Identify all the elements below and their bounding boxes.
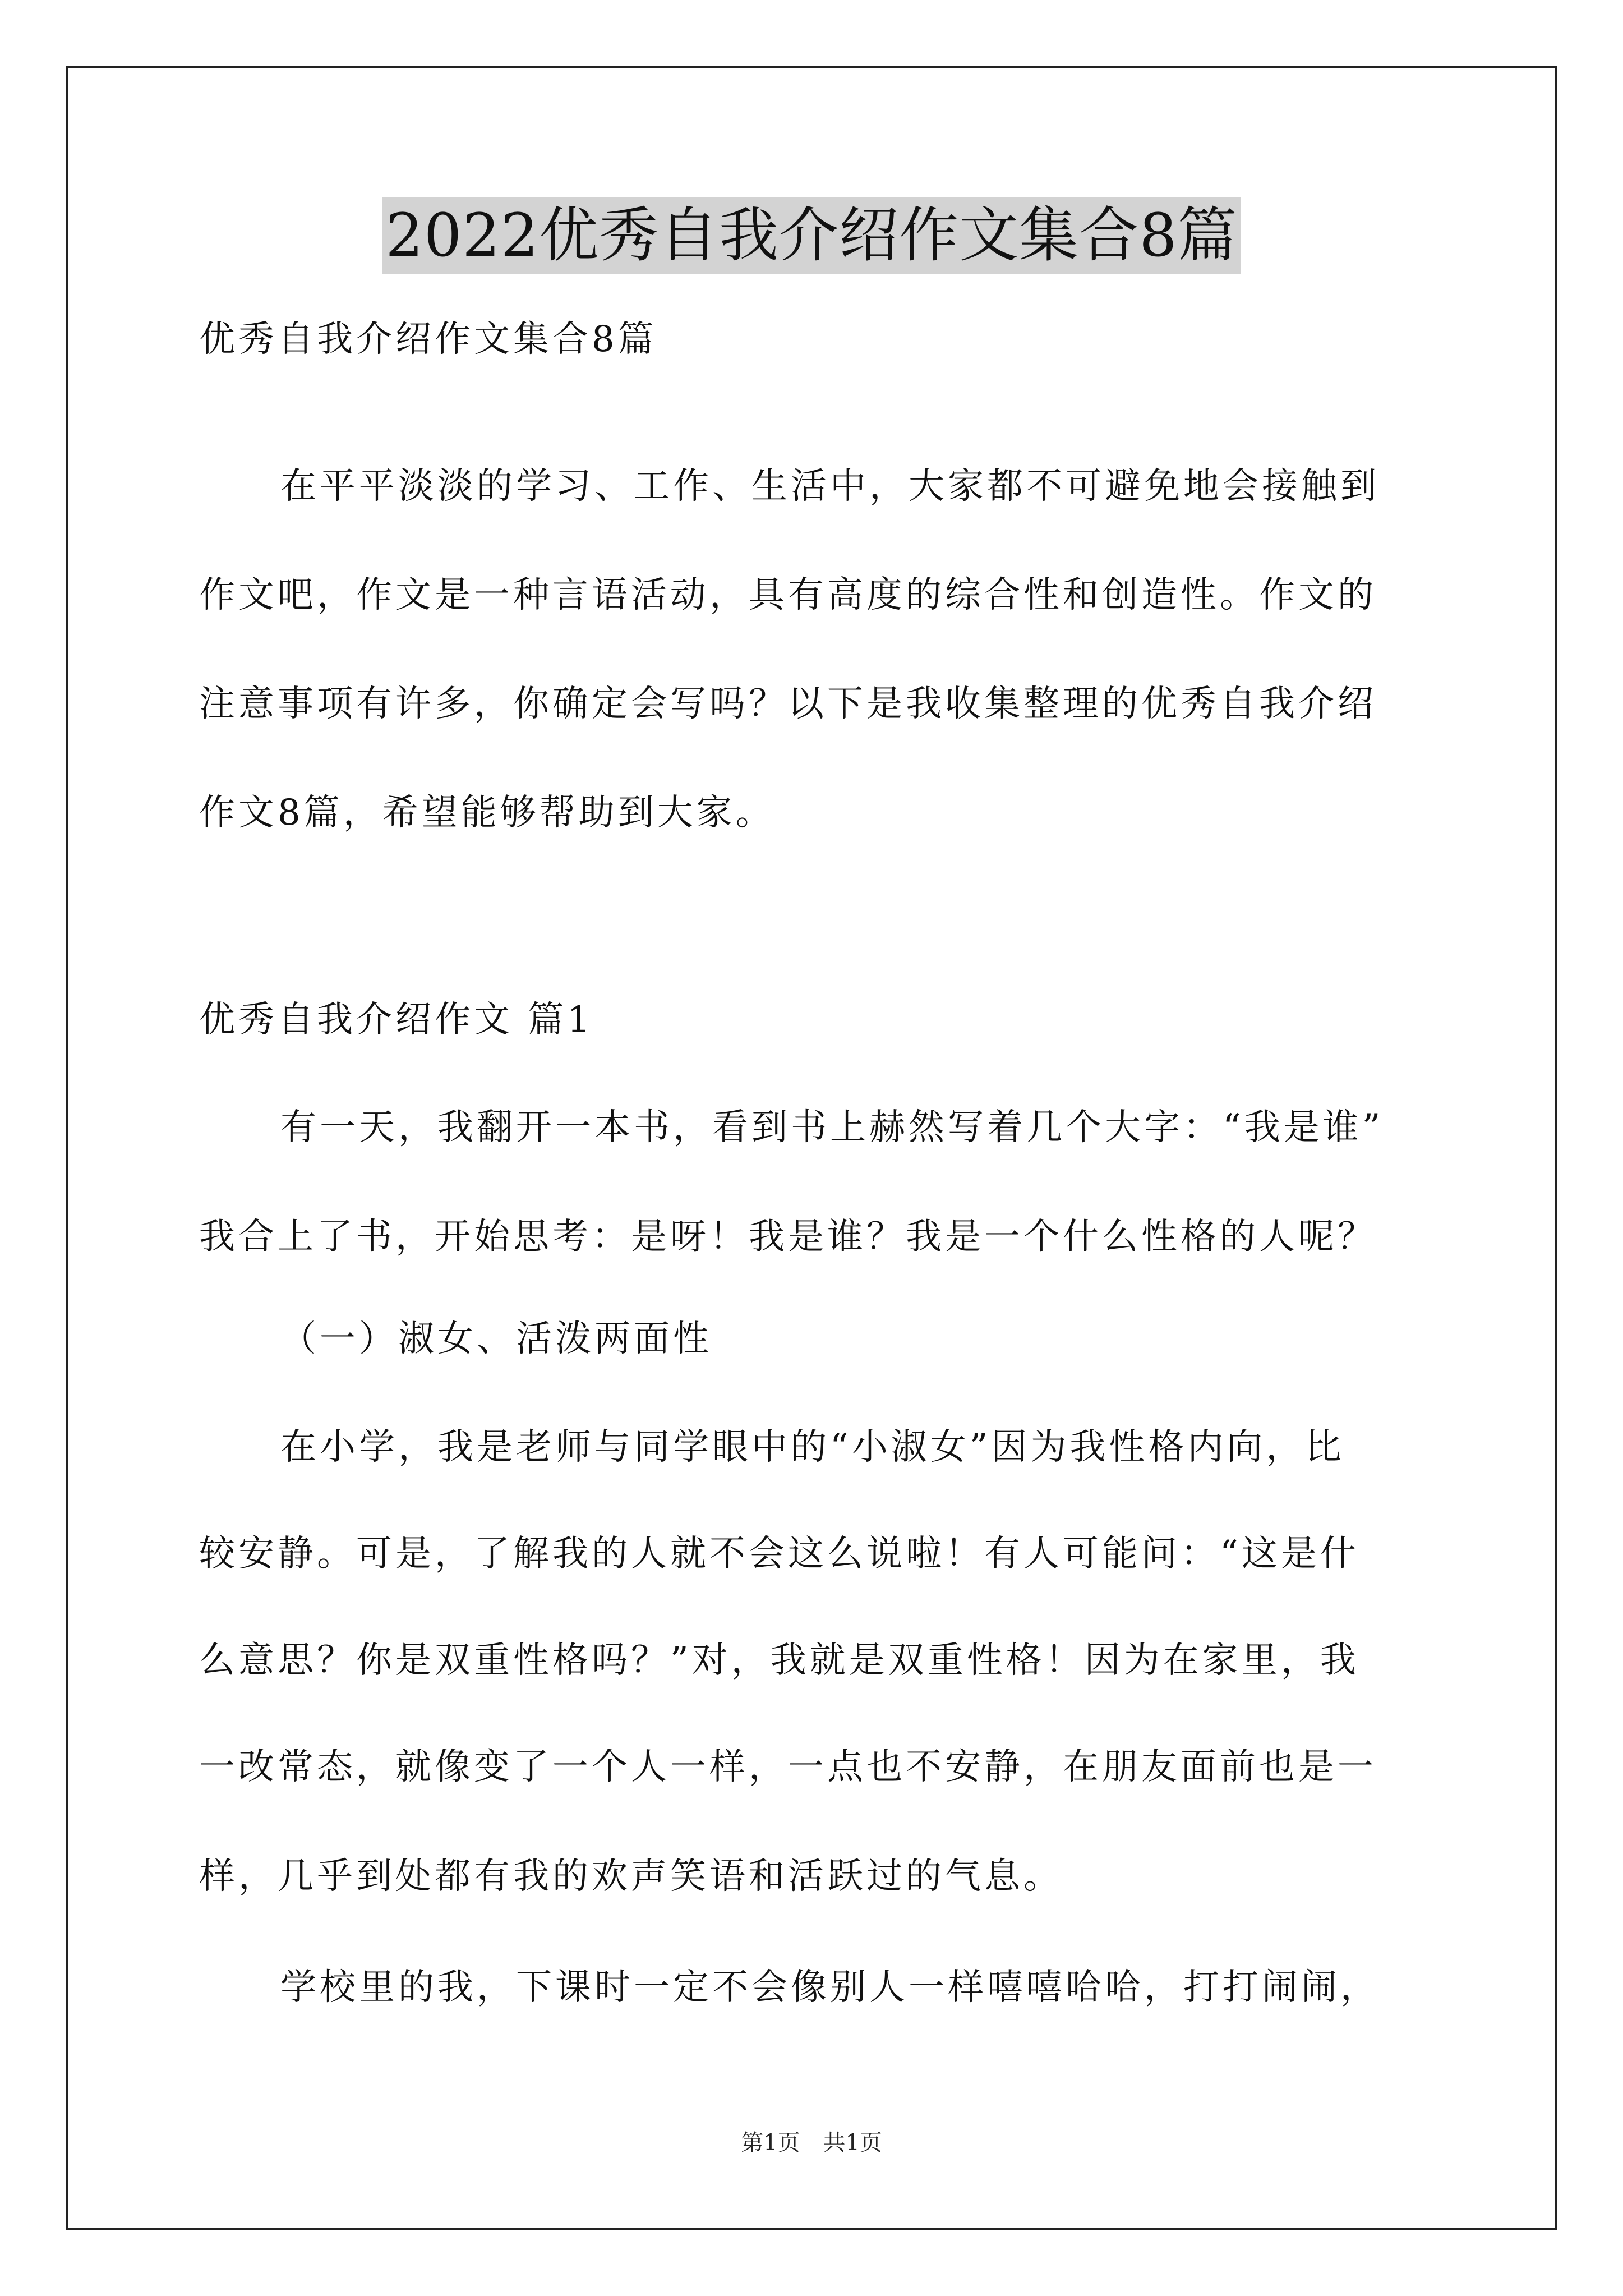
page-number: 第1页 bbox=[741, 2130, 800, 2156]
body-line-6: 么意思？你是双重性格吗？”对，我就是双重性格！因为在家里，我 bbox=[199, 1640, 1359, 1681]
page-total: 共1页 bbox=[823, 2130, 882, 2156]
body-line-1: 有一天，我翻开一本书，看到书上赫然写着几个大字：“我是谁” bbox=[280, 1107, 1384, 1148]
subtitle: 优秀自我介绍作文集合8篇 bbox=[199, 319, 657, 360]
intro-line-2: 作文吧，作文是一种言语活动，具有高度的综合性和创造性。作文的 bbox=[199, 574, 1377, 616]
intro-line-3: 注意事项有许多，你确定会写吗？以下是我收集整理的优秀自我介绍 bbox=[199, 683, 1377, 725]
intro-line-4: 作文8篇，希望能够帮助到大家。 bbox=[199, 792, 775, 834]
section-heading: 优秀自我介绍作文 篇1 bbox=[199, 999, 594, 1041]
body-line-5: 较安静。可是，了解我的人就不会这么说啦！有人可能问：“这是什 bbox=[199, 1533, 1359, 1575]
body-line-9: 学校里的我，下课时一定不会像别人一样嘻嘻哈哈，打打闹闹， bbox=[280, 1967, 1380, 2008]
page-footer bbox=[0, 2129, 1623, 2157]
body-line-8: 样，几乎到处都有我的欢声笑语和活跃过的气息。 bbox=[199, 1856, 1063, 1897]
title-container bbox=[0, 197, 1623, 274]
body-line-4: 在小学，我是老师与同学眼中的“小淑女”因为我性格内向，比 bbox=[280, 1427, 1345, 1468]
body-line-7: 一改常态，就像变了一个人一样，一点也不安静，在朋友面前也是一 bbox=[199, 1746, 1377, 1788]
document-title: 2022优秀自我介绍作文集合8篇 bbox=[382, 197, 1241, 274]
intro-line-1: 在平平淡淡的学习、工作、生活中，大家都不可避免地会接触到 bbox=[280, 466, 1380, 507]
body-line-3: （一）淑女、活泼两面性 bbox=[280, 1318, 712, 1360]
body-line-2: 我合上了书，开始思考：是呀！我是谁？我是一个什么性格的人呢？ bbox=[199, 1216, 1377, 1258]
